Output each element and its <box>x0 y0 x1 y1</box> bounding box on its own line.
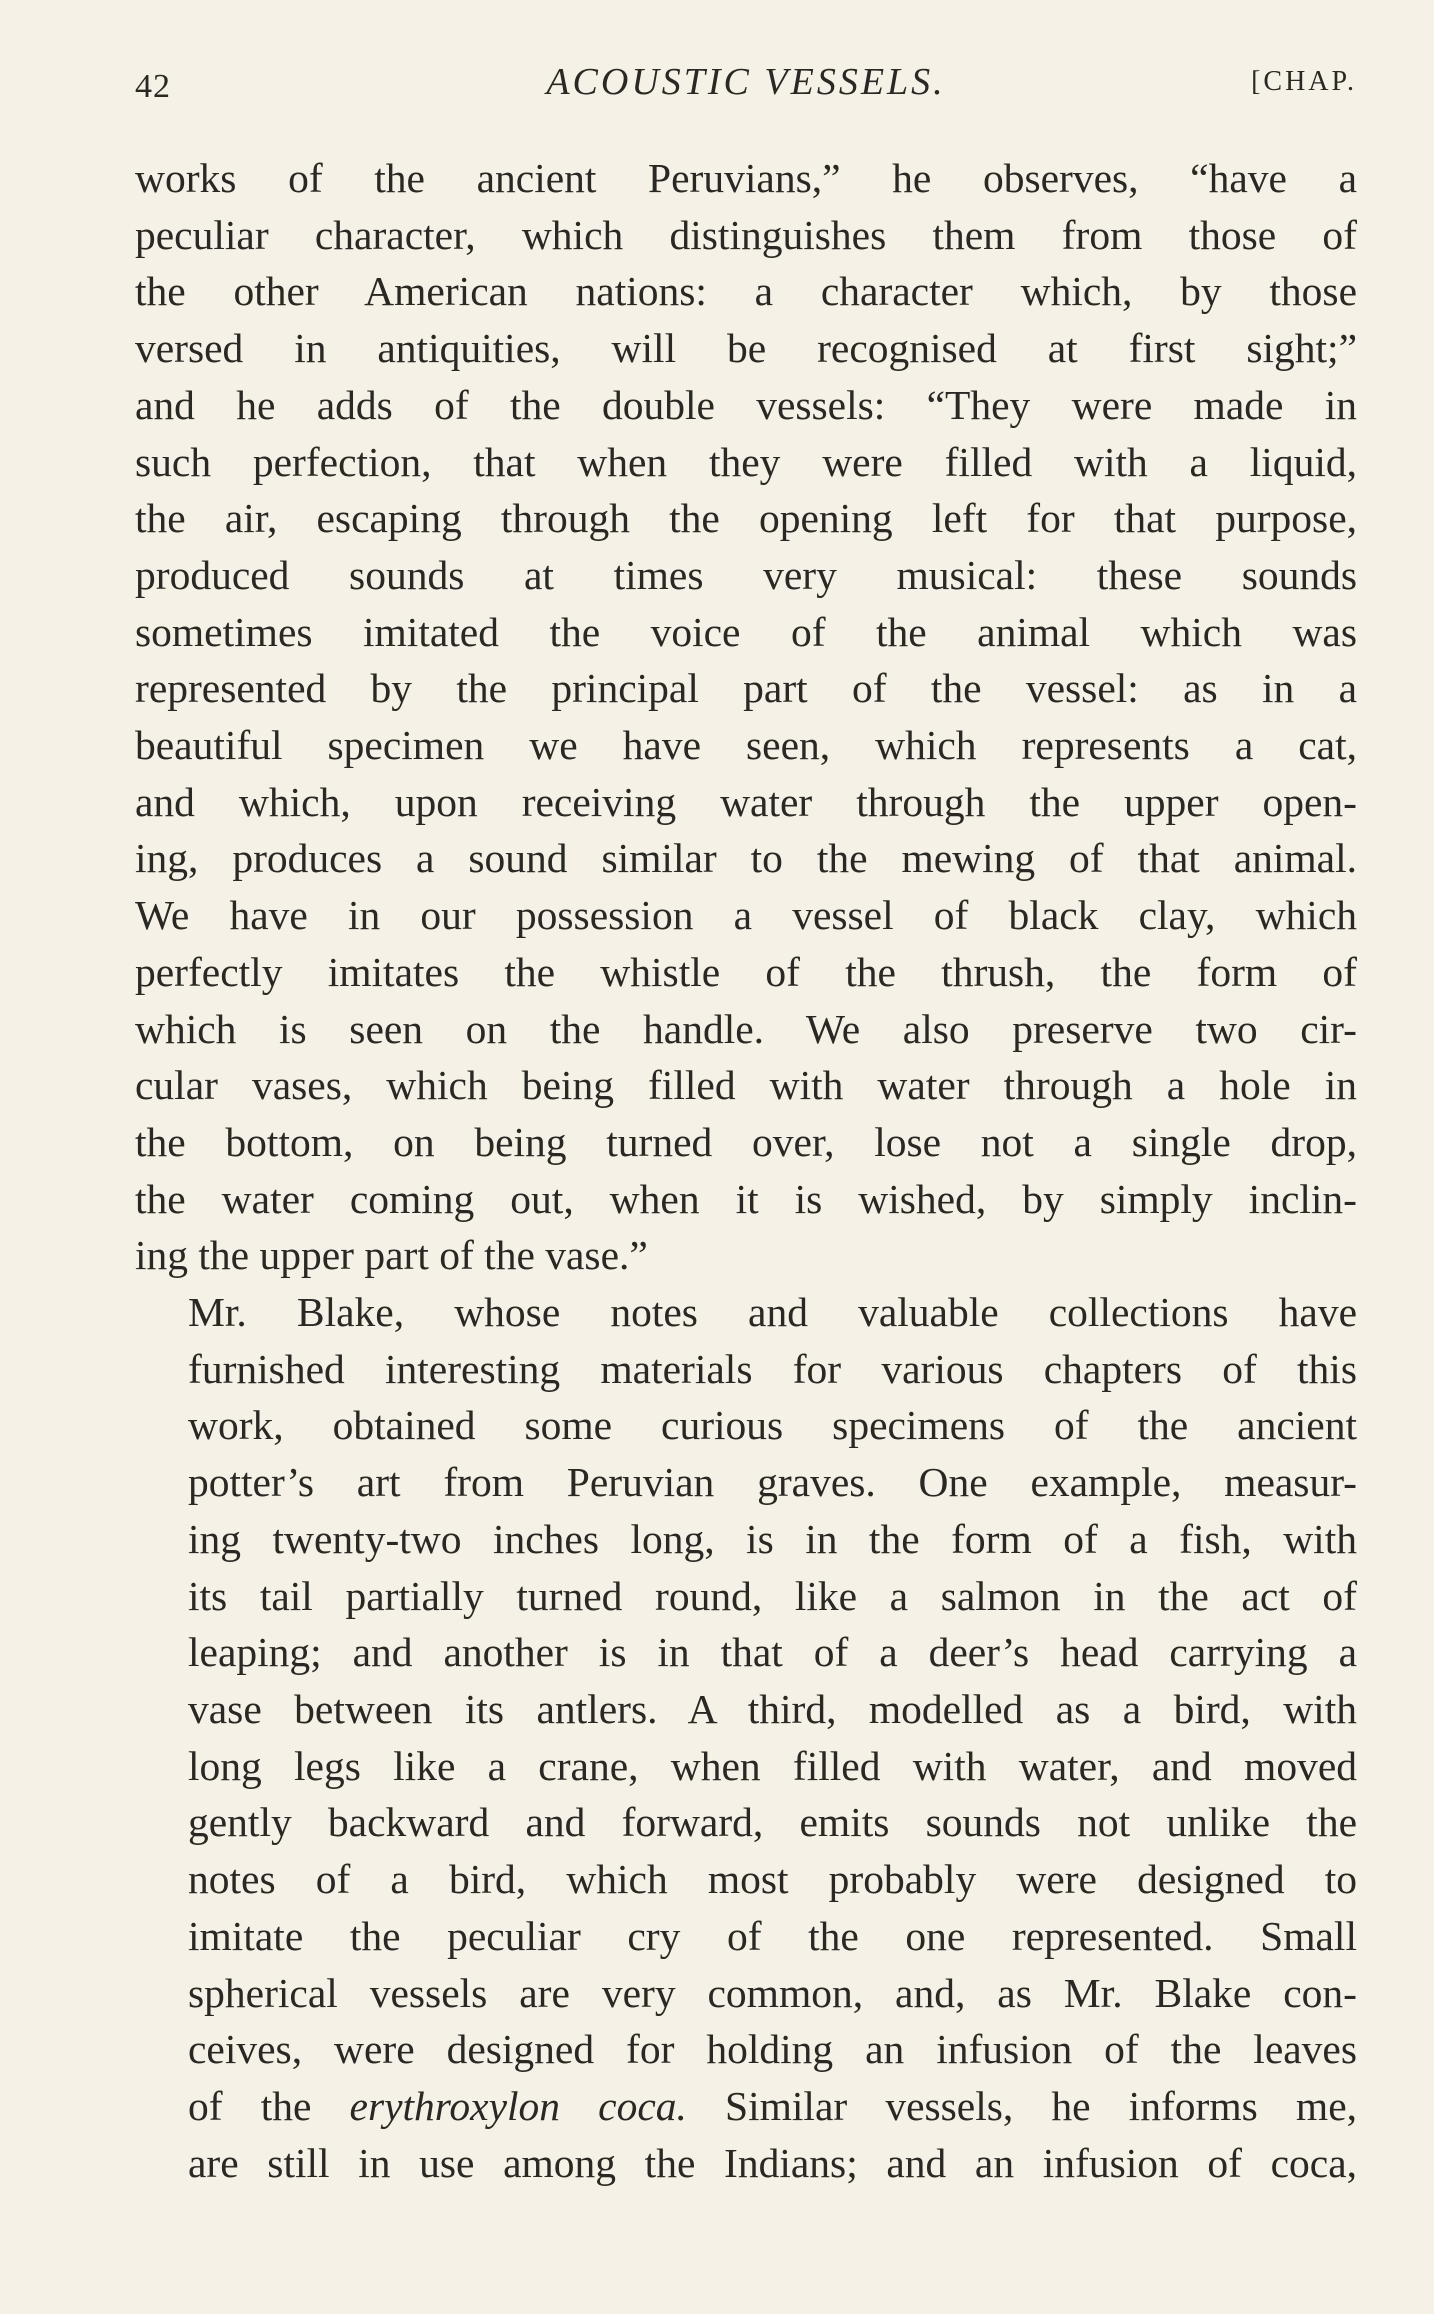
text-line: peculiar character, which distinguishes them from those of <box>135 211 1357 258</box>
text-line: and which, upon receiving water through the upper open- <box>135 778 1357 825</box>
text-line: such perfection, that when they were filled with a liquid, <box>135 438 1357 485</box>
text-line: the other American nations: a character which, by those <box>135 268 1357 315</box>
text-line: imitate the peculiar cry of the one represented. Small <box>188 1912 1357 1959</box>
text-line: produced sounds at times very musical: these sounds <box>135 551 1357 598</box>
chapter-mark: [CHAP. <box>1251 66 1357 97</box>
text-line: which is seen on the handle. We also preserve two cir- <box>135 1005 1357 1052</box>
running-head <box>135 60 1357 120</box>
text-line: leaping; and another is in that of a deer’s head carrying a <box>188 1629 1357 1676</box>
text-line: spherical vessels are very common, and, as Mr. Blake con- <box>188 1969 1357 2016</box>
text-line: vase between its antlers. A third, modelled as a bird, with <box>188 1685 1357 1732</box>
text-line: the bottom, on being turned over, lose not a single drop, <box>135 1118 1357 1165</box>
text-line: potter’s art from Peruvian graves. One example, measur- <box>188 1459 1357 1506</box>
body-text <box>135 150 1357 2191</box>
text-line: ing the upper part of the vase.” <box>135 1232 648 1279</box>
text-line-with-italic <box>135 2078 1357 2135</box>
text-run: of the <box>188 2082 350 2129</box>
paragraph-1 <box>135 150 1357 1284</box>
text-line: ing twenty-two inches long, is in the form of a fish, with <box>188 1515 1357 1562</box>
species-name: erythroxylon coca. <box>349 2082 687 2129</box>
text-line: works of the ancient Peruvians,” he observes, “have a <box>135 155 1357 201</box>
text-line: ceives, were designed for holding an infusion of the leaves <box>188 2026 1357 2073</box>
text-line: its tail partially turned round, like a salmon in the act of <box>188 1572 1357 1619</box>
text-line: the water coming out, when it is wished, by simply inclin- <box>135 1175 1357 1222</box>
text-line: We have in our possession a vessel of black clay, which <box>135 892 1357 939</box>
text-line: are still in use among the Indians; and an infusion of coca, <box>188 2139 1357 2186</box>
text-line: and he adds of the double vessels: “They were made in <box>135 381 1357 428</box>
running-title: ACOUSTIC VESSELS. <box>546 61 946 103</box>
text-line: represented by the principal part of the vessel: as in a <box>135 665 1357 712</box>
text-line: ing, produces a sound similar to the mewing of that animal. <box>135 835 1357 882</box>
text-line: the air, escaping through the opening left for that purpose, <box>135 495 1357 542</box>
text-line: long legs like a crane, when filled with water, and moved <box>188 1742 1357 1789</box>
text-line: sometimes imitated the voice of the animal which was <box>135 608 1357 655</box>
text-run: Similar vessels, he informs me, <box>686 2082 1357 2129</box>
text-line: beautiful specimen we have seen, which represents a cat, <box>135 722 1357 769</box>
text-line: cular vases, which being filled with water through a hole in <box>135 1062 1357 1109</box>
text-line: furnished interesting materials for various chapters of this <box>188 1345 1357 1392</box>
text-line: Mr. Blake, whose notes and valuable collections have <box>188 1289 1357 1336</box>
text-line: notes of a bird, which most probably were designed to <box>188 1856 1357 1903</box>
text-line: gently backward and forward, emits sounds not unlike the <box>188 1799 1357 1846</box>
text-line: perfectly imitates the whistle of the thrush, the form of <box>135 948 1357 995</box>
text-line: work, obtained some curious specimens of the ancient <box>188 1402 1357 1449</box>
text-line: versed in antiquities, will be recognised at first sight;” <box>135 325 1357 372</box>
paragraph-2 <box>135 1284 1357 2191</box>
page-number: 42 <box>135 68 171 105</box>
